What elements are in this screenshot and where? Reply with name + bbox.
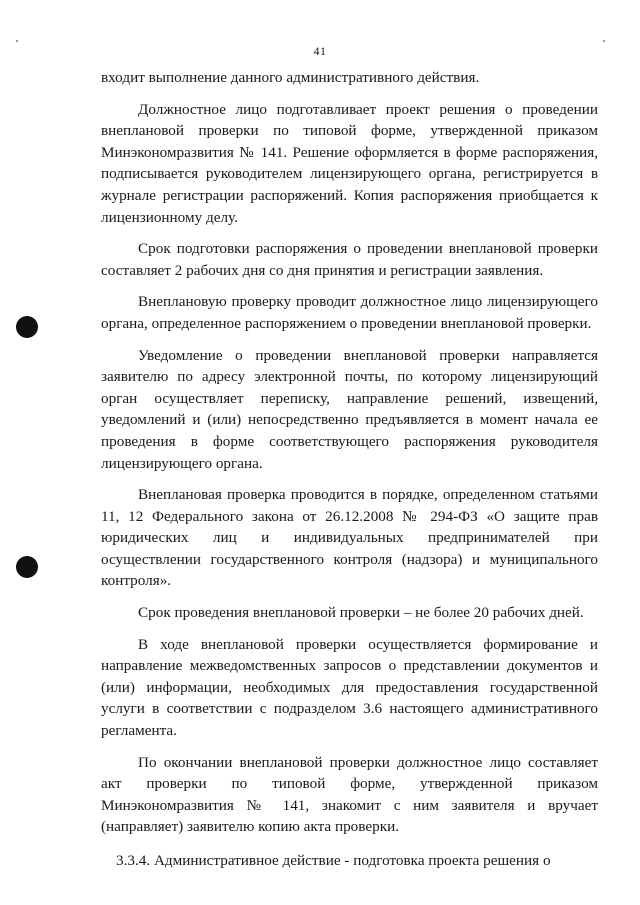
paragraph: По окончании внеплановой проверки должностное лицо составляет акт проверки по типовой форме, утвержденной приказом Минэкономразвития № 141, знакомит с ним заявителя и вручает (направляет) заявителю копию акта проверки. — [101, 753, 598, 836]
section-heading-paragraph: 3.3.4. Административное действие - подготовка проекта решения о — [116, 852, 551, 869]
page-number: 41 — [313, 44, 327, 58]
binder-hole — [16, 556, 38, 578]
paragraph: В ходе внеплановой проверки осуществляется формирование и направление межведомственных запросов о представлении документов и (или) информации, необходимых для предоставления государственной услуги в соответствии с подразделом 3.6 настоящего административного регламента. — [101, 635, 598, 740]
paragraph: Срок проведения внеплановой проверки – не более 20 рабочих дней. — [138, 604, 584, 622]
paragraph-continuation: входит выполнение данного административного действия. — [101, 69, 480, 86]
document-body — [101, 67, 598, 882]
paragraph: Должностное лицо подготавливает проект решения о проведении внеплановой проверки по типовой форме, утвержденной приказом Минэкономразвития № 141. Решение оформляется в форме распоряжения, подписывается руководителем лицензирующего органа, регистрируется в журнале регистрации распоряжений. Копия распоряжения приобщается к лицензионному делу. — [101, 100, 598, 226]
scan-speck — [16, 40, 18, 42]
scan-speck — [603, 40, 605, 42]
paragraph: Внеплановую проверку проводит должностное лицо лицензирующего органа, определенное распоряжением о проведении внеплановой проверки. — [101, 293, 598, 332]
paragraph: Внеплановая проверка проводится в порядке, определенном статьями 11, 12 Федерального закона от 26.12.2008 № 294-ФЗ «О защите прав юридических лиц и индивидуальных предпринимателей при осуществлении государственного контроля (надзора) и муниципального контроля». — [101, 486, 598, 590]
paragraph: Срок подготовки распоряжения о проведении внеплановой проверки составляет 2 рабочих дня со дня принятия и регистрации заявления. — [101, 240, 598, 279]
binder-hole — [16, 316, 38, 338]
paragraph: Уведомление о проведении внеплановой проверки направляется заявителю по адресу электронной почты, по которому лицензирующий орган осуществляет переписку, направление решений, извещений, уведомлений и (или) непосредственно предъявляется в момент начала ее проведения в форме соответствующего распоряжения руководителя лицензирующего органа. — [101, 346, 598, 472]
